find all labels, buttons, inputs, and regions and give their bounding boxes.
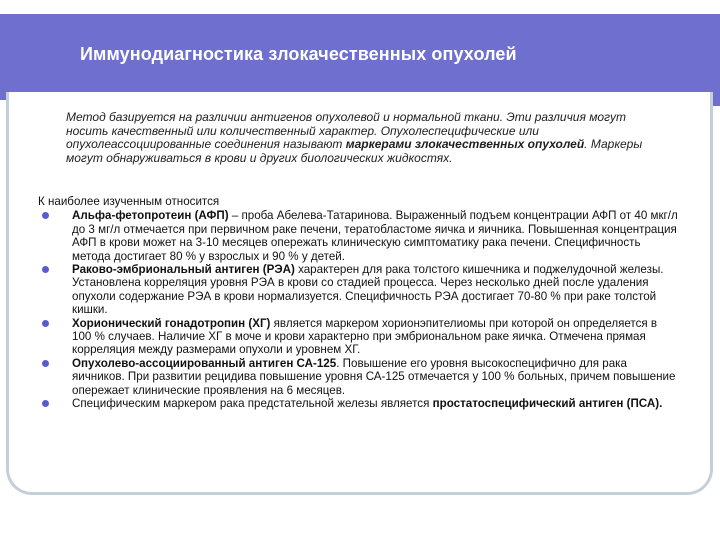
body-text [38, 195, 678, 411]
intro-paragraph [66, 111, 656, 165]
marker-name: Раково-эмбриональный антиген (РЭА) [72, 263, 295, 277]
bullet-icon [42, 320, 49, 327]
marker-list [38, 209, 678, 410]
sentence-end: . [659, 397, 663, 411]
bullet-icon [42, 212, 49, 219]
list-item [38, 397, 678, 410]
marker-description: – проба Абелева-Татаринова. Выраженный подъем концентрации АФП от 40 мкг/л до 3 мг/л отмечается при первичном раке печени, тератобластоме яичка и яичника. Повышенная концентрация АФП в крови может на 3-10 месяцев опережать клиническую симптоматику рака печени. Специфичность метода достигает 80 % у взрослых и 90 % у детей. [72, 209, 678, 263]
bullet-icon [42, 360, 49, 367]
list-item [38, 317, 678, 357]
marker-description: Специфическим маркером рака предстательной железы является [72, 397, 433, 411]
marker-name: Хорионический гонадотропин (ХГ) [72, 316, 271, 330]
marker-description: является маркером хорионэпителиомы при которой он определяется в 100 % случаев. Наличие ХГ в моче и крови характерно при эмбриональном раке яичка. Отмечена прямая корреляция между размерами опухоли и уровнем ХГ. [72, 316, 658, 357]
bullet-icon [42, 266, 49, 273]
title-underline [80, 94, 637, 97]
corner-notch [684, 6, 720, 14]
marker-name: Альфа-фетопротеин (АФП) [72, 209, 229, 223]
marker-description: характерен для рака толстого кишечника и поджелудочной железы. Установлена корреляция уровня РЭА в крови со стадией процесса. Через несколько дней после удаления опухоли содержание РЭА в крови нормализуется. Специфичность РЭА достигает 70-80 % при раке толстой кишки. [72, 263, 664, 317]
marker-name: простатоспецифический антиген (ПСА) [432, 397, 660, 411]
list-item [38, 209, 678, 263]
lead-line: К наиболее изученным относится [38, 195, 220, 208]
intro-term: маркерами злокачественных опухолей [345, 137, 585, 152]
marker-description: . Повышение его уровня высокоспецифично для рака яичников. При развитии рецидива повышение уровня СА-125 отмечается у 100 % больных, причем повышение опережает клинические проявления на 6 месяцев. [72, 356, 676, 397]
slide-title: Иммунодиагностика злокачественных опухолей [80, 44, 517, 64]
intro-text-2: . Маркеры могут обнаруживаться в крови и других биологических жидкостях. [66, 137, 643, 165]
list-item [38, 357, 678, 397]
list-item [38, 263, 678, 317]
intro-text-1: Метод базируется на различии антигенов опухолевой и нормальной ткани. Эти различия могут носить качественный или количественный характер. Опухолеспецифические или опухолеассоциированные соединения называют [66, 110, 627, 152]
marker-name: Опухолево-ассоциированный антиген СА-125 [72, 356, 337, 370]
bullet-icon [42, 400, 49, 407]
